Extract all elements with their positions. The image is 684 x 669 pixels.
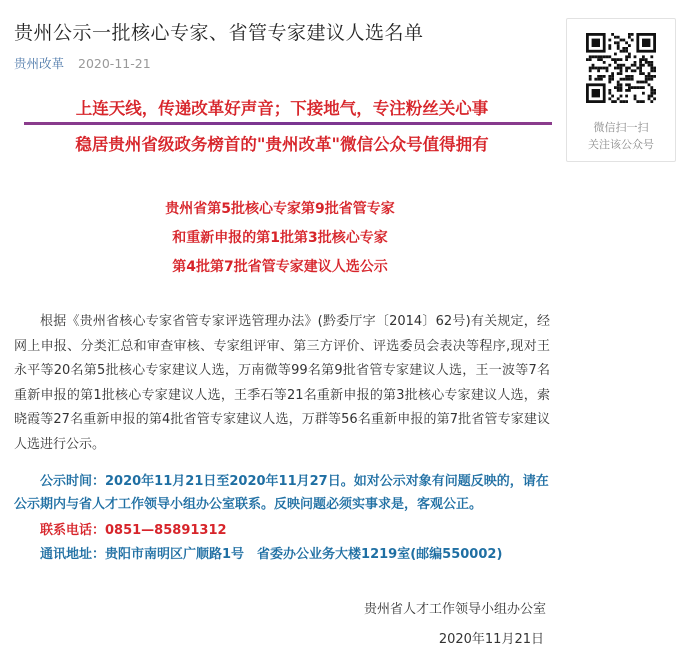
notice-heading-line1: 贵州省第5批核心专家第9批省管专家 bbox=[165, 201, 395, 217]
contact-address: 通讯地址：贵阳市南明区广顺路1号 省委办公业务大楼1219室(邮编550002) bbox=[40, 547, 503, 562]
publish-date: 2020-11-21 bbox=[78, 56, 151, 71]
notice-heading-line3: 第4批第7批省管专家建议人选公示 bbox=[172, 259, 388, 275]
qr-code-icon bbox=[586, 33, 656, 103]
qr-caption-follow: 关注该公众号 bbox=[588, 138, 654, 151]
article-meta bbox=[14, 54, 151, 72]
banner-divider bbox=[24, 122, 552, 125]
banner-slogan-line2: 稳居贵州省级政务榜首的"贵州改革"微信公众号值得拥有 bbox=[75, 135, 489, 154]
contact-phone: 联系电话：0851—85891312 bbox=[40, 523, 227, 538]
account-name-link[interactable]: 贵州改革 bbox=[14, 56, 65, 71]
signature-date: 2020年11月21日 bbox=[438, 632, 544, 647]
body-paragraph: 根据《贵州省核心专家省管专家评选管理办法》(黔委厅字〔2014〕62号)有关规定，经网上申报、分类汇总和审查审核、专家组评审、第三方评价、评选委员会表决等程序,现对王永平等20名第5批核心专家建议人选，万南微等99名第9批省管专家建议人选，王一波等7名重新申报的第1批核心专家建议人选，王季石等21名重新申报的第3批核心专家建议人选，索晓霞等27名重新申报的第4批省管专家建议人选，万群等56名重新申报的第7批省管专家建议人选进行公示。 bbox=[14, 314, 550, 452]
banner-slogan-line1: 上连天线，传递改革好声音；下接地气，专注粉丝关心事 bbox=[75, 99, 489, 118]
qr-code-panel bbox=[566, 18, 676, 162]
qr-caption-scan: 微信扫一扫 bbox=[593, 121, 649, 134]
signature-org: 贵州省人才工作领导小组办公室 bbox=[363, 602, 546, 617]
article-title: 贵州公示一批核心专家、省管专家建议人选名单 bbox=[14, 22, 424, 44]
notice-period-text: 公示时间：2020年11月21日至2020年11月27日。如对公示对象有问题反映的，请在公示期内与省人才工作领导小组办公室联系。反映问题必须实事求是，客观公正。 bbox=[14, 474, 549, 512]
notice-heading-line2: 和重新申报的第1批第3批核心专家 bbox=[172, 230, 388, 246]
